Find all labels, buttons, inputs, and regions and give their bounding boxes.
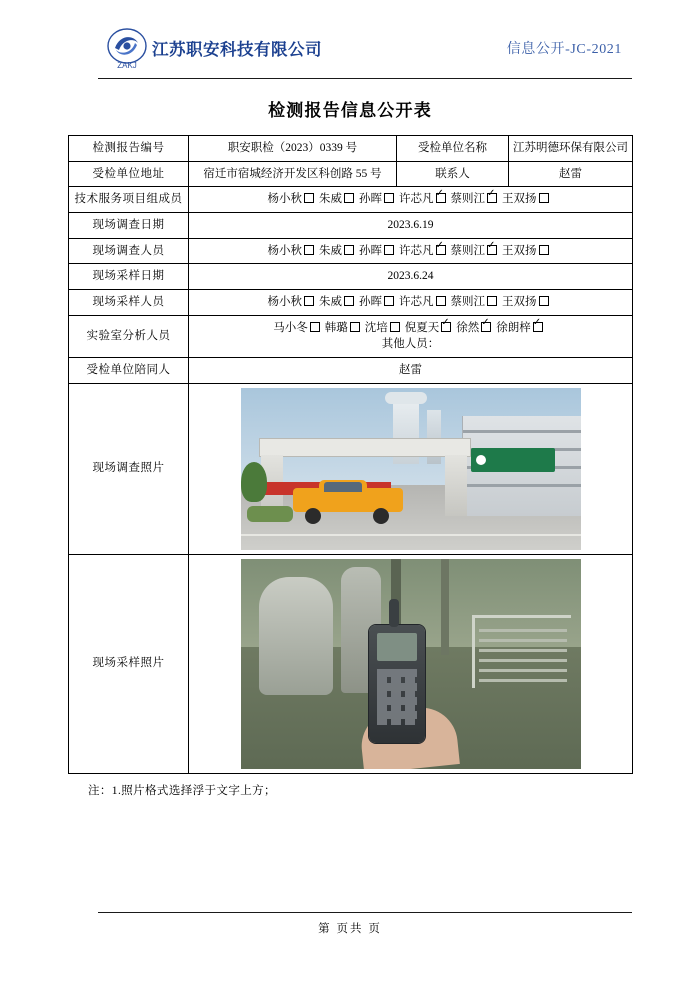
page-number: 第 页共 页 bbox=[318, 923, 382, 935]
staff-member bbox=[451, 245, 499, 257]
staff-member-name: 朱威 bbox=[319, 244, 342, 257]
staff-member-checkbox[interactable] bbox=[539, 245, 549, 255]
info-table bbox=[68, 135, 633, 774]
sampling-date-label: 现场采样日期 bbox=[69, 264, 189, 290]
staff-member bbox=[268, 296, 316, 308]
staff-member-checkbox[interactable] bbox=[436, 245, 446, 255]
staff-member bbox=[451, 296, 499, 308]
staff-member-name: 杨小秋 bbox=[267, 193, 302, 206]
staff-member-checkbox[interactable] bbox=[384, 245, 394, 255]
staff-member-checkbox[interactable] bbox=[310, 322, 320, 332]
staff-member-checkbox[interactable] bbox=[436, 193, 446, 203]
team-members bbox=[189, 187, 633, 213]
report-no-value: 职安职检（2023）0339 号 bbox=[189, 136, 397, 162]
staff-member-name: 马小冬 bbox=[273, 321, 308, 334]
staff-member-checkbox[interactable] bbox=[344, 193, 354, 203]
staff-member bbox=[319, 193, 355, 205]
contact-label: 联系人 bbox=[397, 161, 509, 187]
staff-member-checkbox[interactable] bbox=[487, 296, 497, 306]
lab-staff-label: 实验室分析人员 bbox=[69, 315, 189, 357]
staff-member-checkbox[interactable] bbox=[384, 193, 394, 203]
svg-text:ZAKJ: ZAKJ bbox=[117, 61, 137, 70]
staff-member-name: 蔡则江 bbox=[450, 244, 485, 257]
staff-member bbox=[399, 245, 447, 257]
staff-member-checkbox[interactable] bbox=[304, 296, 314, 306]
staff-member-checkbox[interactable] bbox=[436, 296, 446, 306]
staff-member-name: 许芯凡 bbox=[399, 296, 434, 309]
survey-staff-label: 现场调查人员 bbox=[69, 238, 189, 264]
staff-member-checkbox[interactable] bbox=[487, 193, 497, 203]
accompany-label: 受检单位陪同人 bbox=[69, 358, 189, 384]
staff-member-name: 杨小秋 bbox=[267, 296, 302, 309]
accompany-value: 赵雷 bbox=[189, 358, 633, 384]
staff-member bbox=[359, 296, 395, 308]
staff-member bbox=[456, 322, 492, 334]
staff-member-checkbox[interactable] bbox=[539, 193, 549, 203]
survey-photo-image bbox=[241, 388, 581, 550]
staff-member-name: 蔡则江 bbox=[450, 193, 485, 206]
client-addr-value: 宿迁市宿城经济开发区科创路 55 号 bbox=[189, 161, 397, 187]
table-row-survey-photo bbox=[69, 383, 633, 554]
staff-member-name: 杨小秋 bbox=[267, 244, 302, 257]
company-logo-icon bbox=[104, 26, 150, 72]
company-name: 江苏职安科技有限公司 bbox=[152, 40, 322, 59]
staff-member bbox=[319, 296, 355, 308]
staff-member-checkbox[interactable] bbox=[390, 322, 400, 332]
survey-photo-label: 现场调查照片 bbox=[69, 383, 189, 554]
staff-member-name: 韩璐 bbox=[324, 321, 348, 334]
staff-member bbox=[451, 193, 499, 205]
client-name-value: 江苏明德环保有限公司 bbox=[509, 136, 633, 162]
staff-member bbox=[268, 193, 316, 205]
staff-member-checkbox[interactable] bbox=[304, 193, 314, 203]
survey-staff bbox=[189, 238, 633, 264]
page-title: 检测报告信息公开表 bbox=[268, 101, 432, 120]
staff-member bbox=[502, 296, 550, 308]
staff-member-name: 蔡则江 bbox=[450, 296, 485, 309]
staff-member-checkbox[interactable] bbox=[350, 322, 360, 332]
survey-date-value: 2023.6.19 bbox=[189, 213, 633, 239]
document-code: 信息公开-JC-2021 bbox=[506, 42, 622, 57]
table-row bbox=[69, 290, 633, 316]
staff-member-name: 徐然 bbox=[456, 321, 480, 334]
client-addr-label: 受检单位地址 bbox=[69, 161, 189, 187]
report-no-label: 检测报告编号 bbox=[69, 136, 189, 162]
client-name-label: 受检单位名称 bbox=[397, 136, 509, 162]
sampling-staff-label: 现场采样人员 bbox=[69, 290, 189, 316]
staff-member-checkbox[interactable] bbox=[539, 296, 549, 306]
staff-member-checkbox[interactable] bbox=[481, 322, 491, 332]
staff-member-name: 朱威 bbox=[319, 193, 342, 206]
note-text: 注：1.照片格式选择浮于文字上方； bbox=[88, 784, 276, 797]
staff-member bbox=[502, 193, 550, 205]
staff-member bbox=[405, 322, 453, 334]
staff-member-checkbox[interactable] bbox=[344, 296, 354, 306]
staff-member bbox=[496, 322, 544, 334]
staff-member bbox=[325, 322, 361, 334]
table-row-sampling-photo bbox=[69, 554, 633, 773]
staff-member-name: 徐朗梓 bbox=[496, 321, 531, 334]
staff-member bbox=[359, 245, 395, 257]
staff-member-checkbox[interactable] bbox=[441, 322, 451, 332]
table-row bbox=[69, 161, 633, 187]
lab-staff bbox=[192, 320, 629, 337]
staff-member-name: 倪夏天 bbox=[404, 321, 440, 334]
staff-member bbox=[399, 193, 447, 205]
staff-member-checkbox[interactable] bbox=[384, 296, 394, 306]
staff-member bbox=[359, 193, 395, 205]
lab-staff-cell bbox=[189, 315, 633, 357]
staff-member bbox=[273, 322, 321, 334]
table-row bbox=[69, 238, 633, 264]
sampling-staff bbox=[189, 290, 633, 316]
contact-value: 赵雷 bbox=[509, 161, 633, 187]
sampling-photo-cell bbox=[189, 554, 633, 773]
staff-member-name: 孙晖 bbox=[359, 296, 382, 309]
staff-member-name: 朱威 bbox=[319, 296, 342, 309]
staff-member-checkbox[interactable] bbox=[344, 245, 354, 255]
sampling-photo-image bbox=[241, 559, 581, 769]
staff-member-name: 孙晖 bbox=[359, 193, 382, 206]
table-row bbox=[69, 264, 633, 290]
document-header bbox=[68, 22, 632, 78]
table-row bbox=[69, 213, 633, 239]
staff-member-checkbox[interactable] bbox=[487, 245, 497, 255]
staff-member-name: 王双扬 bbox=[502, 244, 537, 257]
footer-divider bbox=[98, 912, 632, 913]
staff-member bbox=[319, 245, 355, 257]
lab-staff-other: 其他人员： bbox=[381, 338, 440, 351]
table-row bbox=[69, 315, 633, 357]
table-row bbox=[69, 358, 633, 384]
staff-member bbox=[268, 245, 316, 257]
sampling-photo-label: 现场采样照片 bbox=[69, 554, 189, 773]
table-row bbox=[69, 136, 633, 162]
staff-member-name: 王双扬 bbox=[502, 296, 537, 309]
table-row bbox=[69, 187, 633, 213]
staff-member-name: 王双扬 bbox=[502, 193, 537, 206]
page-inner bbox=[68, 22, 632, 798]
staff-member bbox=[502, 245, 550, 257]
staff-member-checkbox[interactable] bbox=[533, 322, 543, 332]
staff-member-name: 许芯凡 bbox=[399, 244, 434, 257]
survey-date-label: 现场调查日期 bbox=[69, 213, 189, 239]
sampling-date-value: 2023.6.24 bbox=[189, 264, 633, 290]
team-label: 技术服务项目组成员 bbox=[69, 187, 189, 213]
staff-member-name: 孙晖 bbox=[359, 244, 382, 257]
survey-photo-cell bbox=[189, 383, 633, 554]
staff-member bbox=[365, 322, 401, 334]
staff-member-checkbox[interactable] bbox=[304, 245, 314, 255]
staff-member bbox=[399, 296, 447, 308]
staff-member-name: 沈培 bbox=[364, 321, 388, 334]
staff-member-name: 许芯凡 bbox=[399, 193, 434, 206]
header-divider bbox=[98, 78, 632, 79]
